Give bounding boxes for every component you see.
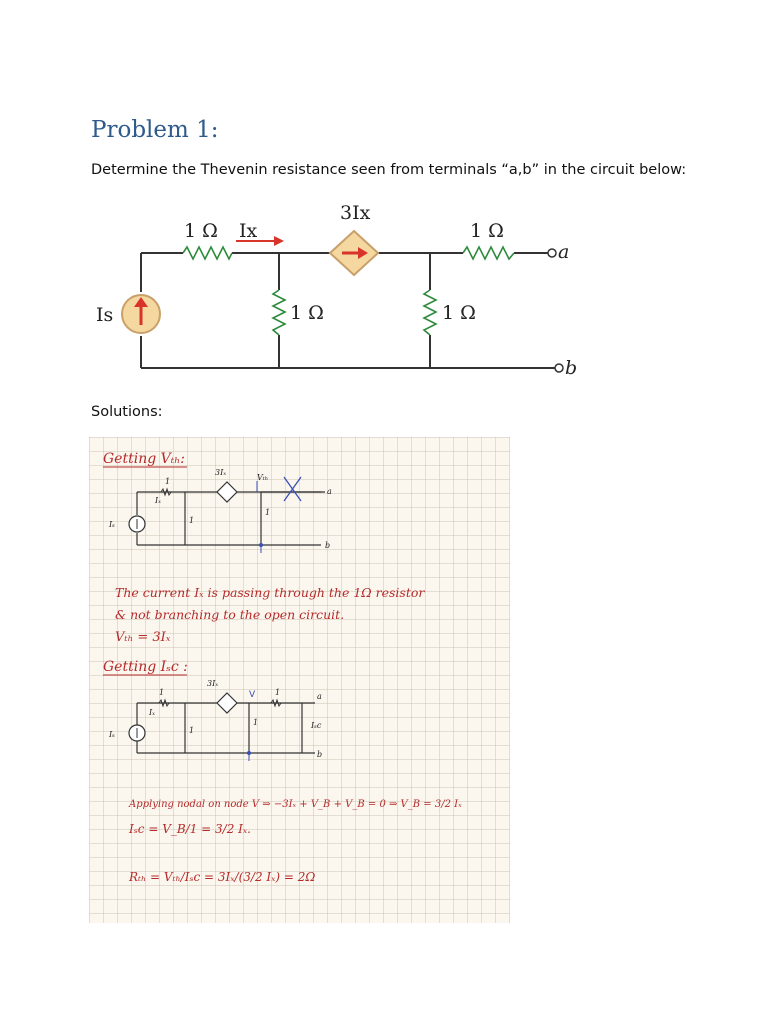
resistor-top-left [183,247,232,259]
notes-text-line2: & not branching to the open circuit. [115,607,345,622]
notes-p1-dep-source [217,482,237,502]
notes-p2-r1: 1 [159,688,165,697]
r-mid-label: 1 Ω [290,302,324,324]
notes-p2-v: V [249,690,256,700]
notes-p1-b: b [325,541,331,550]
notes-text-line1: The current Iₓ is passing through the 1Ω resistor [115,585,425,600]
terminal-a-node [548,249,556,257]
terminal-b-node [555,364,563,372]
notes-p2-r2: 1 [275,688,281,697]
notes-p2-isc: Iₛc [311,721,322,730]
r-top-left-label: 1 Ω [184,220,218,242]
notes-p2-rright: 1 [253,718,259,727]
notes-p2-rmid: 1 [189,726,195,735]
problem-prompt: Determine the Thevenin resistance seen from terminals “a,b” in the circuit below: [91,162,687,178]
notes-p1-dep: 3Iₓ [215,468,227,477]
notes-isc-line: Iₛc = V_B/1 = 3/2 Iₓ. [129,822,251,836]
notes-p1-src-label: Iₛ [109,520,115,529]
terminal-b-label: b [565,357,578,379]
notes-p2-a: a [317,692,322,701]
notes-p2-ix: Iₓ [149,708,155,717]
notes-p1-vth: Vₜₕ [257,473,269,482]
notes-p2-dep-source [217,693,237,713]
notes-p2-dep: 3Iₓ [207,679,219,688]
notes-p1-rright: 1 [265,508,271,517]
solutions-label: Solutions: [91,404,163,420]
resistor-middle [273,290,285,335]
notes-rth-line: Rₜₕ = Vₜₕ/Iₛc = 3Iₓ/(3/2 Iₓ) = 2Ω [129,870,316,884]
notes-p1-a: a [327,487,332,496]
source-label: Is [96,304,114,326]
r-right-label: 1 Ω [442,302,476,324]
notes-p1-r1: 1 [165,477,171,486]
part1-title: Getting Vₜₕ: [103,451,185,467]
resistor-top-right [463,247,514,259]
notes-p1-ix: Iₓ [155,496,161,505]
terminal-a-label: a [558,241,570,263]
current-arrow-icon [274,236,284,246]
r-top-right-label: 1 Ω [470,220,504,242]
notes-p2-src-label: Iₛ [109,730,115,739]
resistor-right [424,290,436,335]
notes-p1-rmid: 1 [189,516,195,525]
circuit-diagram [88,195,588,395]
part2-title: Getting Iₛc : [103,659,188,675]
notes-vth-result: Vₜₕ = 3Iₓ [115,630,171,645]
notes-p2-b: b [317,750,323,759]
page-title: Problem 1: [91,117,219,143]
dependent-source-label: 3Ix [340,202,371,224]
current-label: Ix [239,220,258,242]
notes-nodal-line: Applying nodal on node V ⇒ −3Iₓ + V_B + V_B = 0 ⇒ V_B = 3/2 Iₓ [129,799,462,810]
handwritten-notes [89,437,510,923]
